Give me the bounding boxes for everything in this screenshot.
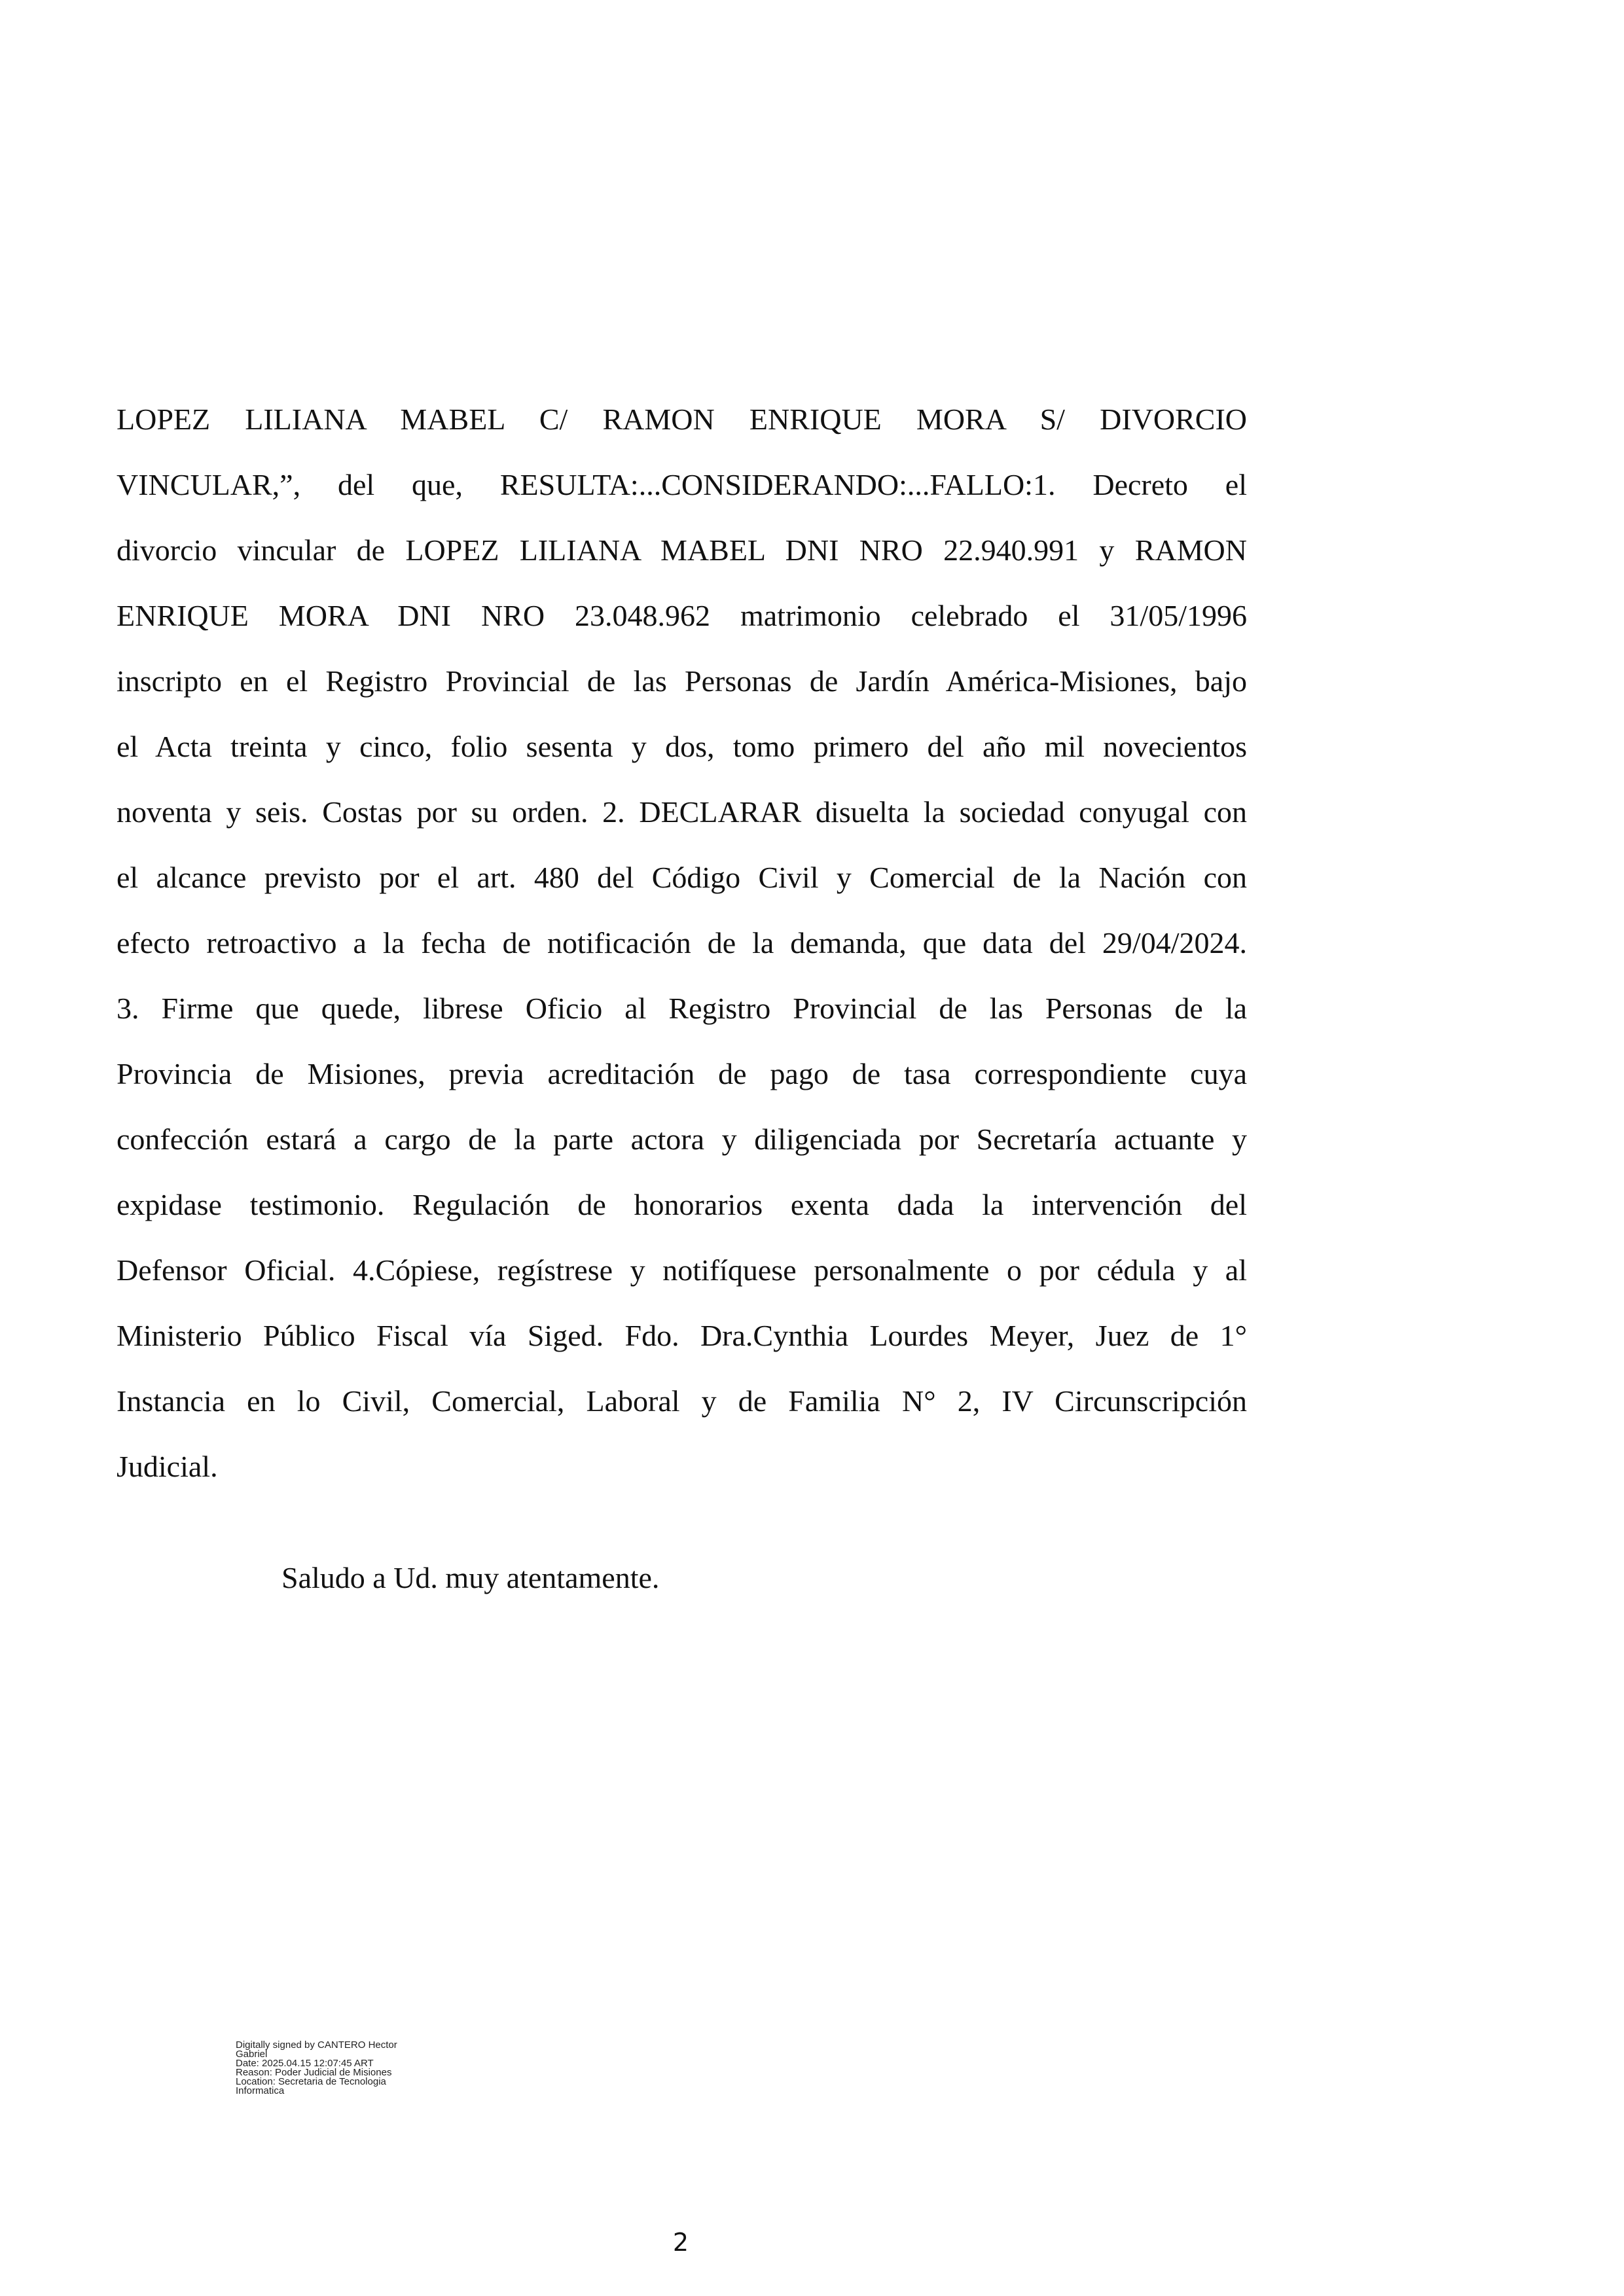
body-line-12: confección estará a cargo de la parte actora y diligenciada por Secretaría actuante y — [117, 1122, 1247, 1156]
digital-signature-block — [236, 2041, 452, 2096]
signature-line-3: Date: 2025.04.15 12:07:45 ART — [236, 2058, 374, 2069]
page-number: 2 — [672, 2228, 689, 2257]
closing-salutation: Saludo a Ud. muy atentamente. — [281, 1561, 660, 1594]
signature-line-6: Informatica — [236, 2085, 285, 2096]
body-line-4: ENRIQUE MORA DNI NRO 23.048.962 matrimonio celebrado el 31/05/1996 — [117, 599, 1247, 632]
body-line-15: Ministerio Público Fiscal vía Siged. Fdo. Dra.Cynthia Lourdes Meyer, Juez de 1° — [117, 1319, 1247, 1352]
body-line-7: noventa y seis. Costas por su orden. 2. DECLARAR disuelta la sociedad conyugal con — [117, 795, 1247, 829]
body-line-16: Instancia en lo Civil, Comercial, Laboral y de Familia N° 2, IV Circunscripción — [117, 1384, 1247, 1418]
body-line-14: Defensor Oficial. 4.Cópiese, regístrese y notifíquese personalmente o por cédula y al — [117, 1253, 1247, 1287]
body-line-1: LOPEZ LILIANA MABEL C/ RAMON ENRIQUE MORA S/ DIVORCIO — [117, 403, 1247, 436]
body-line-11: Provincia de Misiones, previa acreditación de pago de tasa correspondiente cuya — [117, 1057, 1247, 1090]
signature-line-2: Gabriel — [236, 2049, 268, 2060]
signature-line-1: Digitally signed by CANTERO Hector — [236, 2039, 397, 2051]
body-line-6: el Acta treinta y cinco, folio sesenta y dos, tomo primero del año mil novecientos — [117, 730, 1247, 763]
body-line-8: el alcance previsto por el art. 480 del Código Civil y Comercial de la Nación con — [117, 861, 1247, 894]
signature-line-4: Reason: Poder Judicial de Misiones — [236, 2067, 392, 2078]
body-line-10: 3. Firme que quede, librese Oficio al Registro Provincial de las Personas de la — [117, 992, 1247, 1025]
body-line-13: expidase testimonio. Regulación de honorarios exenta dada la intervención del — [117, 1188, 1247, 1221]
body-line-9: efecto retroactivo a la fecha de notificación de la demanda, que data del 29/04/2024. — [117, 926, 1247, 960]
body-line-17: Judicial. — [117, 1450, 218, 1483]
signature-line-5: Location: Secretaria de Tecnologia — [236, 2076, 386, 2087]
body-line-3: divorcio vincular de LOPEZ LILIANA MABEL DNI NRO 22.940.991 y RAMON — [117, 533, 1247, 567]
body-line-2: VINCULAR,”, del que, RESULTA:...CONSIDERANDO:...FALLO:1. Decreto el — [117, 468, 1247, 501]
body-line-5: inscripto en el Registro Provincial de las Personas de Jardín América-Misiones, bajo — [117, 664, 1247, 698]
